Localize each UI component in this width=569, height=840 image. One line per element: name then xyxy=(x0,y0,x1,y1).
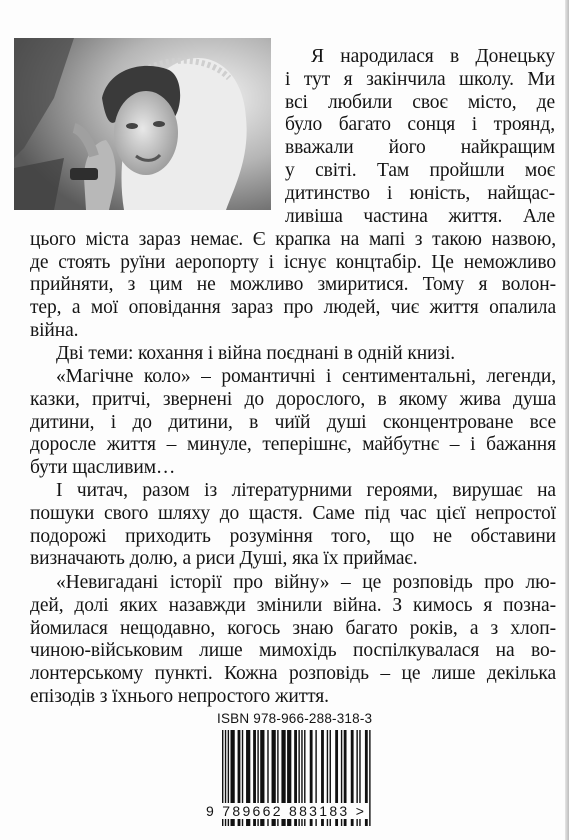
paragraph-3 xyxy=(30,366,556,480)
text-line: було багато сонця і троянд, xyxy=(285,114,555,136)
text-line: всі любили своє місто, де xyxy=(285,91,555,113)
text-line: війна. xyxy=(30,319,79,341)
text-line: ливіша частина життя. Але xyxy=(285,206,555,227)
text-line: «Невигадані історії про війну» – це розповідь про лю- xyxy=(56,572,556,593)
text-line: і тут я закінчила школу. Ми xyxy=(285,68,555,90)
text-line: дитинство і юність, найщас- xyxy=(285,182,555,204)
text-line: визначають долю, а риси Душі, яка їх приймає. xyxy=(30,548,418,570)
text-line: подорожі приходить розуміння того, що не обставини xyxy=(30,525,556,547)
text-line: чиною-військовим лише мимохідь поспілкувалася на во- xyxy=(30,640,556,662)
paragraph-4 xyxy=(30,480,556,571)
author-photo xyxy=(14,38,271,210)
paragraph-2 xyxy=(30,343,556,366)
text-line: «Магічне коло» – романтичні і сентиментальні, легенди, xyxy=(56,366,556,387)
text-line: йомилася нещодавно, когось знаю багато років, а з хлоп- xyxy=(30,617,556,639)
text-line: пошуки свого шляху до щастя. Саме під час цієї непростої xyxy=(30,502,556,524)
text-line: Я народилася в Донецьку xyxy=(311,46,555,67)
text-line: І читач, разом із літературними героями, вирушає на xyxy=(56,480,556,501)
barcode-digits: 9 789662 883183 > xyxy=(206,803,367,819)
text-line: вважали його найкращим xyxy=(285,137,555,159)
text-line: епізодів з їхнього непростого життя. xyxy=(30,685,329,707)
text-line: прийняти, з цим не можливо змиритися. Тому я волон- xyxy=(30,274,556,296)
paragraph-5 xyxy=(30,572,556,709)
text-line: дей, долі яких назавжди змінили війна. З кимось я позна- xyxy=(30,594,556,616)
text-line: де стоять руїни аеропорту і існує концтабір. Це неможливо xyxy=(30,251,556,273)
text-line: Дві теми: кохання і війна поєднані в одній книзі. xyxy=(56,343,456,364)
isbn-label: ISBN 978-966-288-318-3 xyxy=(217,711,373,726)
barcode-bar xyxy=(369,730,370,826)
intro-paragraph xyxy=(285,46,555,206)
cover-edge xyxy=(565,0,569,840)
paragraph-1 xyxy=(30,206,556,343)
text-line: тер, а мої оповідання зараз про людей, чиє життя опалила xyxy=(30,297,556,319)
text-line: у світі. Там пройшли моє xyxy=(285,159,555,181)
author-photo-image xyxy=(14,38,271,210)
text-line: доросле життя – минуле, теперішнє, майбутнє – і бажання xyxy=(30,434,556,456)
text-line: цього міста зараз немає. Є крапка на мапі з такою назвою, xyxy=(30,228,556,250)
text-line: лонтерському пункті. Кожна розповідь – це лише декілька xyxy=(30,663,556,685)
text-line: дитини, і до дитини, в чиїй душі сконцентроване все xyxy=(30,411,556,433)
text-line: бути щасливим… xyxy=(30,457,176,479)
text-line: казки, притчі, звернені до дорослого, в якому жива душа xyxy=(30,388,556,410)
